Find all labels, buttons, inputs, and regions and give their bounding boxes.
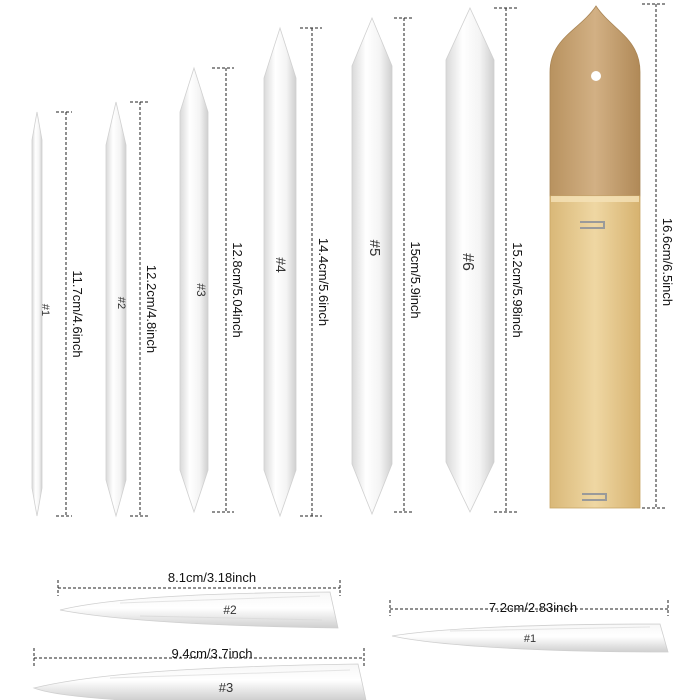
- stump-3-dimension: [212, 68, 245, 512]
- stump-3-number: #3: [194, 283, 208, 297]
- tortillon-1-number: #1: [523, 633, 537, 645]
- stump-2: [106, 102, 127, 516]
- stump-5-number: #5: [366, 239, 383, 257]
- sandpaper-measurement: 16.6cm/6.5inch: [660, 217, 675, 307]
- tortillon-2: [60, 592, 338, 628]
- sandpaper-dimension: [642, 4, 675, 508]
- stump-6: [446, 8, 494, 512]
- stump-2-measurement: 12.2cm/4.8inch: [144, 264, 159, 354]
- stump-1: [32, 112, 51, 516]
- stump-4-number: #4: [273, 257, 289, 273]
- tortillon-1: [392, 624, 668, 652]
- stump-4-dimension: [300, 28, 331, 516]
- stump-3: [180, 68, 208, 512]
- tortillon-1-dimension: [390, 600, 668, 616]
- sandpaper-pointer: [550, 6, 640, 508]
- stump-3-measurement: 12.8cm/5.04inch: [230, 242, 245, 338]
- tortillon-3-measurement: 9.4cm/3.7inch: [171, 646, 253, 661]
- stump-6-measurement: 15.2cm/5.98inch: [510, 242, 525, 338]
- tortillon-2-measurement: 8.1cm/3.18inch: [167, 570, 257, 585]
- stump-4-measurement: 14.4cm/5.6inch: [316, 237, 331, 327]
- stump-1-number: #1: [39, 303, 51, 317]
- stump-1-measurement: 11.7cm/4.6inch: [70, 270, 85, 358]
- stump-1-dimension: [56, 112, 85, 516]
- tortillon-1-measurement: 7.2cm/2.83inch: [488, 600, 578, 615]
- sandpaper-pad: [550, 196, 640, 508]
- tortillon-3-number: #3: [218, 680, 234, 695]
- stump-5: [352, 18, 392, 514]
- stump-6-dimension: [494, 8, 525, 512]
- tortillon-2-number: #2: [223, 603, 237, 617]
- stump-2-dimension: [130, 102, 159, 516]
- stump-2-number: #2: [115, 296, 127, 310]
- stump-5-measurement: 15cm/5.9inch: [408, 241, 423, 319]
- tortillon-3-dimension: [34, 646, 364, 666]
- tortillon-3: [34, 664, 366, 700]
- stump-5-dimension: [394, 18, 423, 512]
- hang-hole: [591, 71, 601, 81]
- stump-6-number: #6: [459, 253, 476, 271]
- stump-4: [264, 28, 296, 516]
